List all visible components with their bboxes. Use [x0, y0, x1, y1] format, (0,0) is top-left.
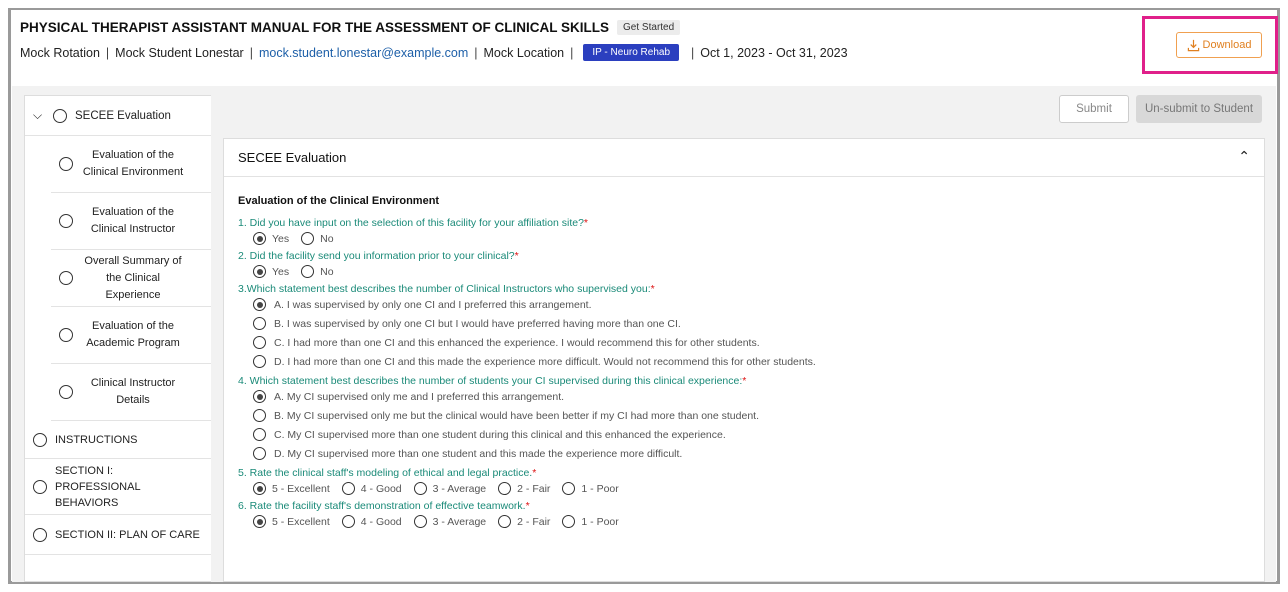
section-title: Evaluation of the Clinical Environment: [238, 195, 440, 207]
option-2[interactable]: 2 - Fair: [498, 515, 550, 528]
option-d[interactable]: D. I had more than one CI and this made the experience more difficult. Would not recommend this for other students.: [253, 352, 1264, 371]
option-a[interactable]: A. I was supervised by only one CI and I preferred this arrangement.: [253, 295, 1264, 314]
radio-selected-icon[interactable]: [253, 482, 266, 495]
radio-icon[interactable]: [498, 482, 511, 495]
page-title: PHYSICAL THERAPIST ASSISTANT MANUAL FOR THE ASSESSMENT OF CLINICAL SKILLS: [20, 20, 610, 35]
question-6-options: [253, 515, 1264, 528]
radio-icon[interactable]: [562, 482, 575, 495]
option-c[interactable]: C. I had more than one CI and this enhanced the experience. I would recommend this for other students.: [253, 333, 1264, 352]
option-d[interactable]: D. My CI supervised more than one student and this made the experience more difficult.: [253, 444, 1264, 463]
radio-icon: [59, 385, 73, 399]
radio-icon[interactable]: [253, 428, 266, 441]
student-email-link[interactable]: mock.student.lonestar@example.com: [258, 45, 469, 60]
option-1[interactable]: 1 - Poor: [562, 482, 618, 495]
question-2-options: [253, 265, 1264, 278]
radio-selected-icon[interactable]: [253, 298, 266, 311]
title-row: [20, 20, 680, 35]
radio-icon: [59, 271, 73, 285]
radio-selected-icon[interactable]: [253, 232, 266, 245]
setting-badge: IP - Neuro Rehab: [583, 44, 679, 61]
sidebar-item-label: SECEE Evaluation: [75, 109, 171, 122]
radio-icon[interactable]: [253, 355, 266, 368]
option-yes[interactable]: Yes: [253, 232, 289, 245]
radio-icon[interactable]: [414, 515, 427, 528]
sidebar-subitem-clinical-instructor[interactable]: Evaluation of the Clinical Instructor: [51, 193, 211, 250]
option-yes[interactable]: Yes: [253, 265, 289, 278]
option-b[interactable]: B. I was supervised by only one CI but I would have preferred having more than one CI.: [253, 314, 1264, 333]
option-no[interactable]: No: [301, 232, 333, 245]
download-button[interactable]: [1176, 32, 1262, 58]
panel-title: SECEE Evaluation: [238, 150, 347, 165]
option-2[interactable]: 2 - Fair: [498, 482, 550, 495]
sidebar-item-secee[interactable]: [25, 96, 211, 136]
option-c[interactable]: C. My CI supervised more than one student during this clinical and this enhanced the experience.: [253, 425, 1264, 444]
radio-icon[interactable]: [342, 482, 355, 495]
radio-icon: [59, 157, 73, 171]
radio-icon: [59, 214, 73, 228]
radio-icon[interactable]: [253, 409, 266, 422]
sidebar-item-instructions[interactable]: INSTRUCTIONS: [25, 421, 211, 459]
location-name: Mock Location: [483, 45, 565, 60]
evaluation-panel: [223, 138, 1265, 582]
question-1: 1. Did you have input on the selection of this facility for your affiliation site?*: [238, 217, 589, 229]
sidebar-item-section-2[interactable]: SECTION II: PLAN OF CARE: [25, 515, 211, 555]
question-5-options: [253, 482, 1264, 495]
question-5: 5. Rate the clinical staff's modeling of ethical and legal practice.*: [238, 467, 537, 479]
option-a[interactable]: A. My CI supervised only me and I preferred this arrangement.: [253, 387, 1264, 406]
radio-selected-icon[interactable]: [253, 265, 266, 278]
option-5[interactable]: 5 - Excellent: [253, 482, 330, 495]
info-row: Mock Rotation | Mock Student Lonestar | mock.student.lonestar@example.com | Mock Location | IP - Neuro Rehab | Oct 1, 2023 - Oct 31, 2023: [20, 45, 848, 60]
option-3[interactable]: 3 - Average: [414, 482, 487, 495]
radio-icon[interactable]: [253, 336, 266, 349]
panel-body: [224, 177, 1264, 528]
radio-icon: [33, 528, 47, 542]
rotation-name: Mock Rotation: [20, 45, 100, 60]
chevron-down-icon[interactable]: ⌵: [33, 108, 43, 122]
question-3: 3.Which statement best describes the number of Clinical Instructors who supervised you:*: [238, 283, 655, 295]
radio-icon[interactable]: [301, 232, 314, 245]
option-3[interactable]: 3 - Average: [414, 515, 487, 528]
sidebar-subitem-academic-program[interactable]: Evaluation of the Academic Program: [51, 307, 211, 364]
option-4[interactable]: 4 - Good: [342, 515, 402, 528]
option-4[interactable]: 4 - Good: [342, 482, 402, 495]
radio-icon: [53, 109, 67, 123]
question-6: 6. Rate the facility staff's demonstration of effective teamwork.*: [238, 500, 530, 512]
download-label: Download: [1202, 39, 1252, 51]
radio-icon[interactable]: [498, 515, 511, 528]
radio-icon[interactable]: [342, 515, 355, 528]
question-1-options: [253, 232, 1264, 245]
panel-header[interactable]: [224, 139, 1264, 177]
radio-selected-icon[interactable]: [253, 390, 266, 403]
option-b[interactable]: B. My CI supervised only me but the clinical would have been better if my CI had more than one student.: [253, 406, 1264, 425]
radio-icon[interactable]: [301, 265, 314, 278]
radio-icon[interactable]: [253, 447, 266, 460]
unsubmit-button[interactable]: Un-submit to Student: [1136, 95, 1262, 123]
date-range: Oct 1, 2023 - Oct 31, 2023: [700, 45, 848, 60]
student-name: Mock Student Lonestar: [115, 45, 244, 60]
option-no[interactable]: No: [301, 265, 333, 278]
radio-icon[interactable]: [414, 482, 427, 495]
sidebar-subitem-clinical-environment[interactable]: Evaluation of the Clinical Environment: [51, 136, 211, 193]
question-2: 2. Did the facility send you information prior to your clinical?*: [238, 250, 519, 262]
radio-selected-icon[interactable]: [253, 515, 266, 528]
sidebar-item-section-1[interactable]: SECTION I: PROFESSIONAL BEHAVIORS: [25, 459, 211, 515]
chevron-up-icon[interactable]: ⌃: [1238, 148, 1250, 164]
radio-icon: [33, 433, 47, 447]
submit-button[interactable]: Submit: [1059, 95, 1129, 123]
question-4: 4. Which statement best describes the number of students your CI supervised during this clinical experience:*: [238, 375, 747, 387]
radio-icon[interactable]: [253, 317, 266, 330]
sidebar: [24, 95, 211, 582]
option-5[interactable]: 5 - Excellent: [253, 515, 330, 528]
sidebar-subitem-overall-summary[interactable]: Overall Summary of the Clinical Experience: [51, 250, 211, 307]
option-1[interactable]: 1 - Poor: [562, 515, 618, 528]
download-icon: [1187, 39, 1200, 52]
sidebar-subitem-ci-details[interactable]: Clinical Instructor Details: [51, 364, 211, 421]
get-started-tag[interactable]: Get Started: [617, 20, 680, 35]
radio-icon[interactable]: [562, 515, 575, 528]
radio-icon: [33, 480, 47, 494]
radio-icon: [59, 328, 73, 342]
